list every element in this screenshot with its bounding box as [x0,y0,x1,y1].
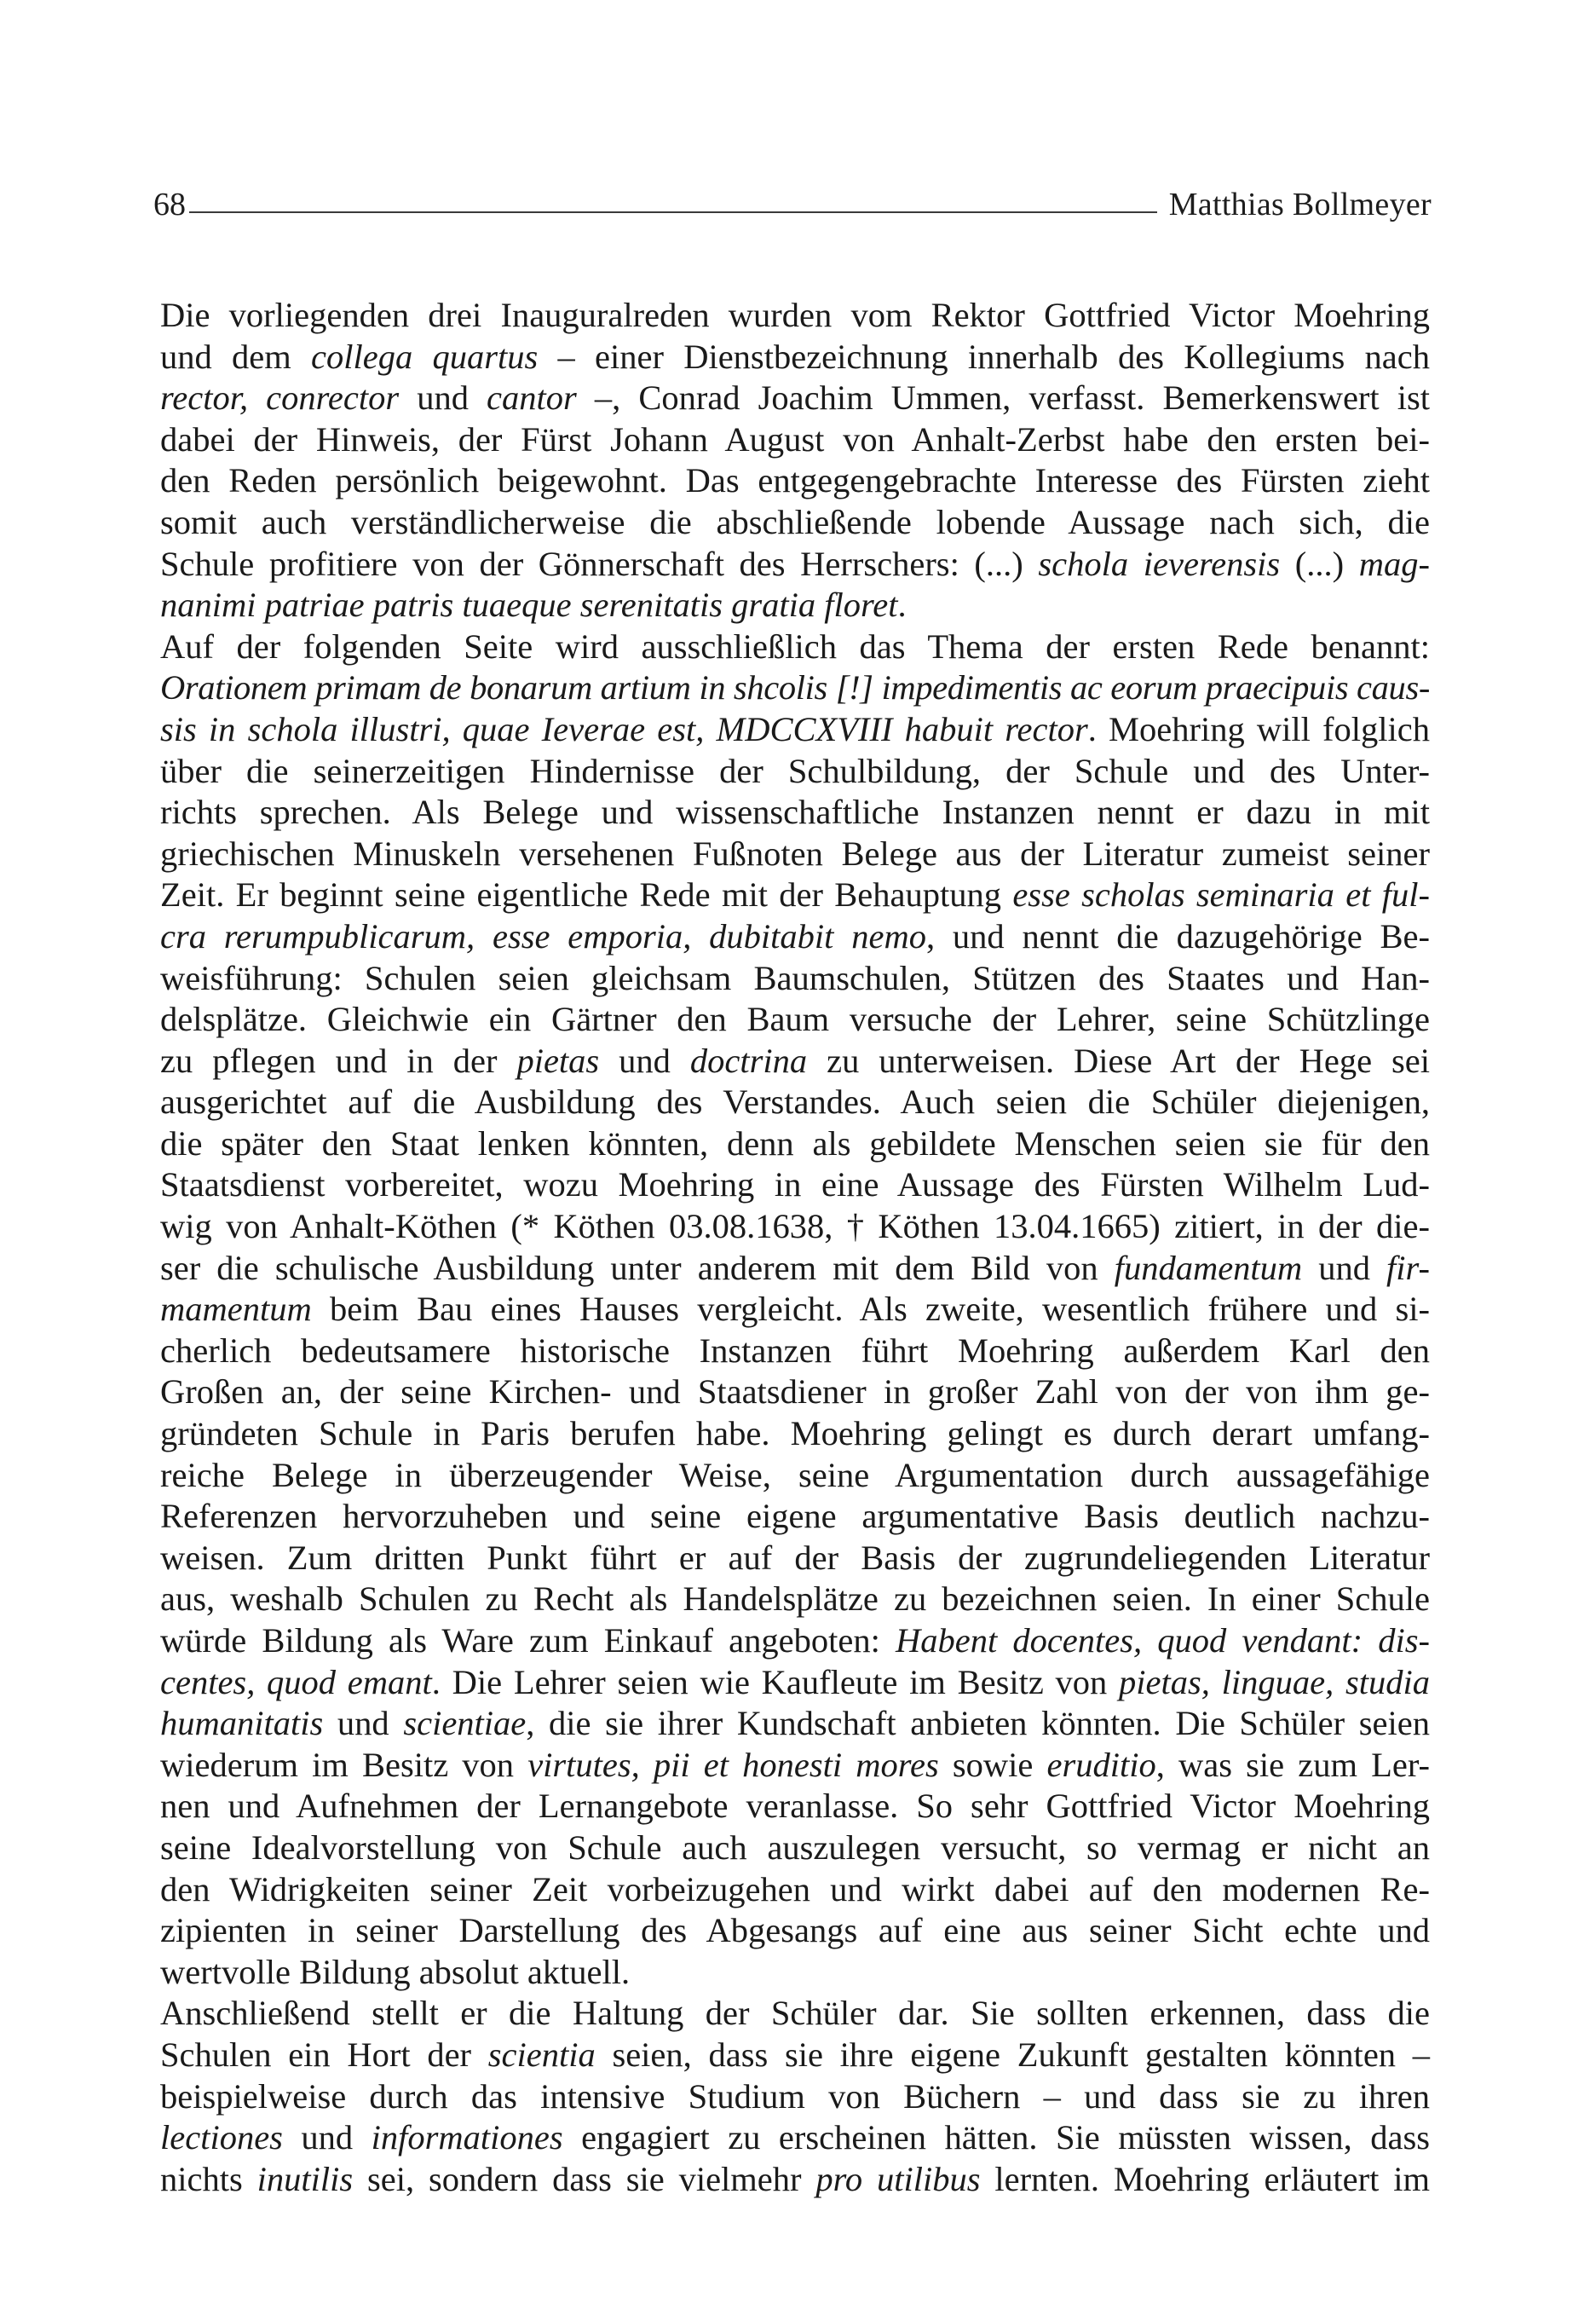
text-segment: richts sprechen. Als Belege und wissenschaftliche Instanzen nennt er dazu in mit [160,793,1430,832]
text-line [160,1164,1430,1206]
text-segment: Auf der folgenden Seite wird ausschließlich das Thema der ersten Rede benannt: [160,626,1430,666]
italic-latin-term: eruditio [1046,1745,1156,1784]
text-line [160,1538,1430,1579]
text-segment: Anschließend stellt er die Haltung der Schüler dar. Sie sollten erkennen, dass die [160,1994,1430,2033]
text-line [160,1952,1430,1994]
text-line [160,419,1430,461]
italic-latin-term: Habent docentes, quod vendant: dis- [895,1621,1430,1660]
text-line [160,1827,1430,1869]
text-line [160,709,1430,751]
italic-latin-term: doctrina [689,1041,808,1080]
text-line [160,916,1430,958]
text-line [160,958,1430,1000]
italic-latin-term: schola ieverensis [1038,544,1281,583]
text-segment: und dem [160,337,311,376]
text-segment: , die sie ihrer Kundschaft anbieten könnten. Die Schüler seien [526,1704,1431,1743]
text-segment: seine Idealvorstellung von Schule auch auszulegen versucht, so vermag er nicht an [160,1827,1430,1867]
text-segment: die später den Staat lenken könnten, denn als gebildete Menschen seien sie für den [160,1123,1430,1163]
text-line [160,295,1430,337]
text-line [160,1703,1430,1745]
text-segment: zu pflegen und in der [160,1041,517,1080]
text-segment: wig von Anhalt-Köthen (* Köthen 03.08.1638, † Köthen 13.04.1665) zitiert, in der die- [160,1207,1430,1246]
text-segment: wertvolle Bildung absolut aktuell. [160,1952,631,1991]
text-segment: Schule profitiere von der Gönnerschaft des Herrschers: (...) [160,544,1039,583]
text-line [160,1082,1430,1123]
text-line [160,1620,1430,1662]
italic-latin-term: scientia [487,2035,596,2074]
text-line [160,1123,1430,1165]
text-line [160,1496,1430,1538]
italic-latin-term: fundamentum [1114,1248,1303,1287]
italic-latin-term: Orationem primam de bonarum artium in shcolis [!] impedimentis ac eorum praecipuis caus- [160,668,1430,707]
text-segment: sowie [938,1745,1047,1784]
italic-latin-term: nanimi patriae patris tuaeque serenitatis gratia floret [160,586,898,625]
text-segment: nichts [160,2159,257,2198]
italic-latin-term: esse scholas seminaria et ful- [1012,875,1430,915]
text-line [160,460,1430,502]
italic-latin-term: rector, conrector [160,378,400,418]
text-line [160,834,1430,875]
text-line [160,585,1430,626]
italic-latin-term: cantor [487,378,577,418]
text-segment: – einer Dienstbezeichnung innerhalb des Kollegiums nach [538,337,1431,376]
text-line [160,2035,1430,2076]
paragraph [160,295,1430,626]
text-segment: zipienten in seiner Darstellung des Abgesangs auf eine aus seiner Sicht echte und [160,1911,1430,1950]
text-segment: und [399,378,487,418]
italic-latin-term: collega quartus [311,337,539,376]
text-line [160,1041,1430,1083]
text-segment: , und nennt die dazugehörige Be- [925,916,1430,956]
italic-latin-term: inutilis [256,2159,354,2198]
paragraph [160,626,1430,1994]
text-line [160,2076,1430,2118]
text-segment: und [599,1041,690,1080]
text-line [160,337,1430,378]
text-line [160,626,1430,668]
text-segment: und [1302,1248,1387,1287]
text-segment: . Moehring will folglich [1087,709,1431,748]
text-line [160,875,1430,916]
text-segment: den Reden persönlich beigewohnt. Das entgegengebrachte Interesse des Fürsten zieht [160,461,1430,500]
text-line [160,1910,1430,1952]
italic-latin-term: mag- [1358,544,1431,583]
italic-latin-term: sis in schola illustri, quae Ieverae est, MDCCXVIII habuit rector [160,709,1088,748]
text-line [160,2117,1430,2159]
italic-latin-term: pro utilibus [815,2159,981,2198]
text-segment: Großen an, der seine Kirchen- und Staatsdiener in großer Zahl von der von ihm ge- [160,1372,1430,1412]
text-line [160,999,1430,1041]
italic-latin-term: lectiones [160,2118,283,2157]
text-segment: gründeten Schule in Paris berufen habe. Moehring gelingt es durch derart umfang- [160,1414,1430,1453]
text-segment: sei, sondern dass sie vielmehr [353,2159,816,2198]
text-line [160,378,1430,419]
text-segment: (...) [1280,544,1359,583]
italic-latin-term: fir- [1386,1248,1430,1287]
text-segment: wiederum im Besitz von [160,1745,528,1784]
text-segment: und [323,1704,404,1743]
text-segment: aus, weshalb Schulen zu Recht als Handelsplätze zu bezeichnen seien. In einer Schule [160,1579,1430,1619]
text-segment: , was sie zum Ler- [1155,1745,1430,1784]
text-segment: ser die schulische Ausbildung unter anderem mit dem Bild von [160,1248,1115,1287]
text-line [160,1371,1430,1413]
text-segment: beim Bau eines Hauses vergleicht. Als zweite, wesentlich frühere und si- [311,1290,1430,1329]
body-text [160,295,1430,2200]
text-line [160,1662,1430,1704]
header-rule [189,211,1157,213]
text-segment: . Die Lehrer seien wie Kaufleute im Besitz von [431,1662,1120,1701]
text-line [160,1745,1430,1787]
text-line [160,1248,1430,1290]
text-line [160,1413,1430,1455]
italic-latin-term: informationes [371,2118,563,2157]
italic-latin-term: pietas [516,1041,600,1080]
text-line [160,1289,1430,1331]
text-segment: reiche Belege in überzeugender Weise, seine Argumentation durch aussagefähige [160,1455,1430,1494]
text-segment: nen und Aufnehmen der Lernangebote veranlasse. So sehr Gottfried Victor Moehring [160,1787,1430,1826]
text-line [160,502,1430,544]
text-line [160,667,1430,709]
text-segment: Referenzen hervorzuheben und seine eigene argumentative Basis deutlich nachzu- [160,1497,1430,1536]
text-line [160,1331,1430,1372]
text-segment: engagiert zu erscheinen hätten. Sie müssten wissen, dass [562,2118,1430,2157]
text-line [160,1869,1430,1911]
text-line [160,792,1430,834]
text-segment: griechischen Minuskeln versehenen Fußnoten Belege aus der Literatur zumeist seiner [160,834,1430,873]
text-segment: lernten. Moehring erläutert im [980,2159,1430,2198]
running-head-author: Matthias Bollmeyer [1168,187,1432,222]
italic-latin-term: cra rerumpublicarum, esse emporia, dubitabit nemo [160,916,926,956]
text-segment: ausgerichtet auf die Ausbildung des Verstandes. Auch seien die Schüler diejenigen, [160,1083,1430,1122]
text-segment: Zeit. Er beginnt seine eigentliche Rede mit der Behauptung [160,875,1013,915]
italic-latin-term: mamentum [160,1290,312,1329]
text-segment: dabei der Hinweis, der Fürst Johann August von Anhalt-Zerbst habe den ersten bei- [160,419,1430,459]
text-segment: . [897,586,907,625]
text-segment: Schulen ein Hort der [160,2035,488,2074]
text-segment: seien, dass sie ihre eigene Zukunft gestalten könnten – [595,2035,1430,2074]
text-line [160,2159,1430,2201]
text-line [160,1993,1430,2035]
text-line [160,1786,1430,1827]
text-line [160,544,1430,586]
text-line [160,1579,1430,1620]
italic-latin-term: pietas, linguae, studia [1119,1662,1430,1701]
italic-latin-term: centes, quod emant [160,1662,432,1701]
text-segment: –, Conrad Joachim Ummen, verfasst. Bemerkenswert ist [576,378,1430,418]
text-line [160,1455,1430,1497]
text-segment: den Widrigkeiten seiner Zeit vorbeizugehen und wirkt dabei auf den modernen Re- [160,1869,1430,1908]
text-segment: beispielweise durch das intensive Studium von Büchern – und dass sie zu ihren [160,2076,1430,2116]
text-segment: Die vorliegenden drei Inauguralreden wurden vom Rektor Gottfried Victor Moehring [160,296,1430,334]
text-segment: delsplätze. Gleichwie ein Gärtner den Baum versuche der Lehrer, seine Schützlinge [160,1000,1430,1039]
italic-latin-term: scientiae [403,1704,527,1743]
text-line [160,751,1430,793]
italic-latin-term: humanitatis [160,1704,324,1743]
text-segment: zu unterweisen. Diese Art der Hege sei [807,1041,1431,1080]
text-segment: weisführung: Schulen seien gleichsam Baumschulen, Stützen des Staates und Han- [160,958,1430,997]
text-line [160,1206,1430,1248]
italic-latin-term: virtutes, pii et honesti mores [527,1745,939,1784]
text-segment: über die seinerzeitigen Hindernisse der Schulbildung, der Schule und des Unter- [160,751,1430,790]
paragraph [160,1993,1430,2200]
text-segment: cherlich bedeutsamere historische Instanzen führt Moehring außerdem Karl den [160,1331,1430,1370]
text-segment: Staatsdienst vorbereitet, wozu Moehring in eine Aussage des Fürsten Wilhelm Lud- [160,1165,1430,1204]
text-segment: weisen. Zum dritten Punkt führt er auf der Basis der zugrundeliegenden Literatur [160,1538,1430,1577]
text-segment: und [282,2118,372,2157]
running-header [153,186,1432,223]
text-segment: somit auch verständlicherweise die abschließende lobende Aussage nach sich, die [160,502,1430,541]
page-number: 68 [153,187,186,222]
text-segment: würde Bildung als Ware zum Einkauf angeboten: [160,1621,896,1660]
